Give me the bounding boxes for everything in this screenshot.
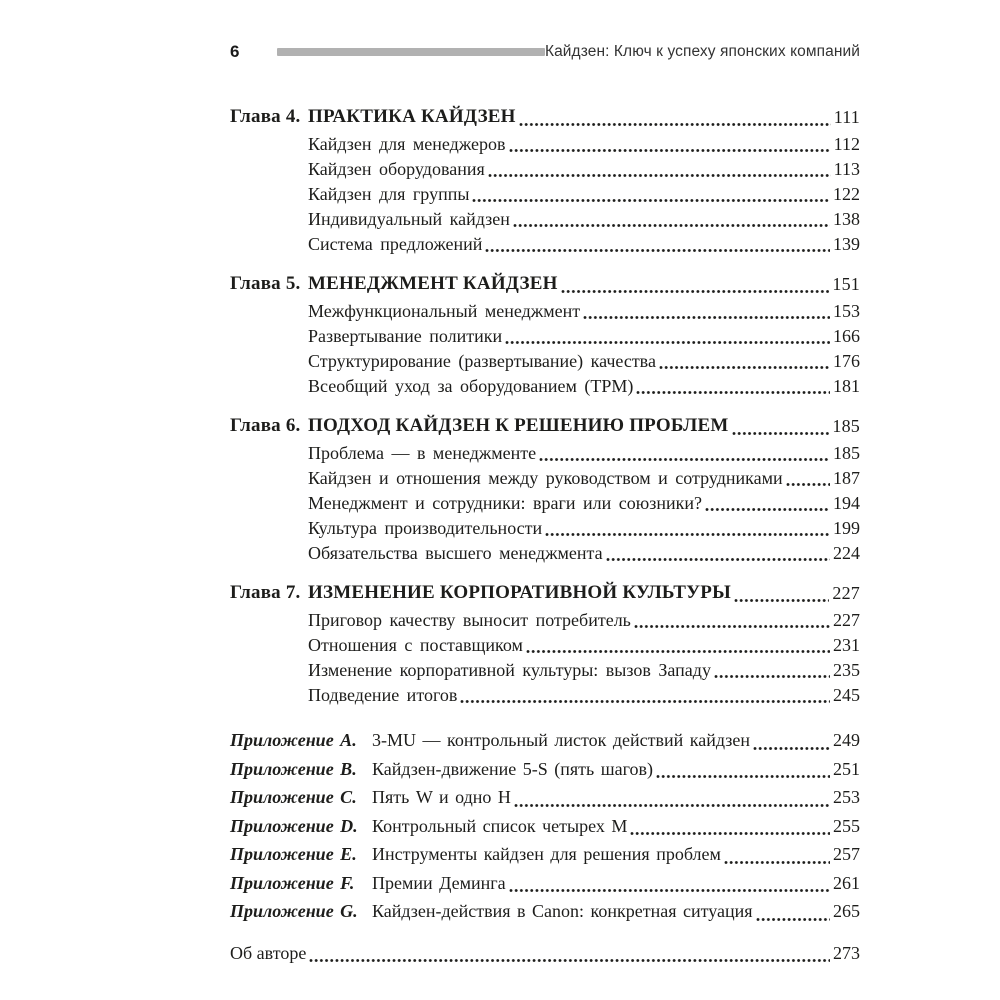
- dot-leader: [561, 289, 830, 294]
- toc-appendix-entry: [230, 726, 860, 755]
- toc-item: [308, 516, 860, 541]
- dot-leader: [485, 248, 830, 253]
- toc-item: [308, 541, 860, 566]
- appendix-page-number: 257: [833, 844, 860, 864]
- toc-item-page-number: 166: [833, 326, 860, 346]
- toc-item-page-number: 224: [833, 543, 860, 563]
- dot-leader: [545, 532, 830, 537]
- toc-item-title: Приговор качеству выносит потребитель: [308, 610, 631, 630]
- chapter-page-number: 185: [832, 416, 860, 436]
- appendix-label: Приложение A.: [230, 730, 357, 750]
- toc-chapter: [230, 269, 860, 399]
- toc-appendix-entry: [230, 840, 860, 869]
- toc-appendix-entry: [230, 812, 860, 841]
- toc-chapter-heading: [230, 578, 860, 608]
- dot-leader: [714, 674, 830, 679]
- chapter-items: [230, 441, 860, 566]
- dot-leader: [732, 431, 830, 436]
- toc-item: [308, 207, 860, 232]
- toc-item-page-number: 187: [833, 468, 860, 488]
- running-header: [230, 43, 860, 61]
- toc-item: [308, 132, 860, 157]
- appendix-label: Приложение G.: [230, 901, 358, 921]
- toc-item-title: Проблема — в менеджменте: [308, 443, 537, 463]
- appendix-page-number: 251: [833, 758, 860, 779]
- toc-item-title: Обязательства высшего менеджмента: [308, 543, 603, 563]
- toc-item-title: Кайдзен оборудования: [308, 159, 485, 179]
- toc-item-page-number: 139: [833, 234, 860, 254]
- toc-chapter: [230, 411, 860, 566]
- page-number: 6: [230, 42, 240, 61]
- appendix-title: Контрольный список четырех M: [372, 815, 628, 836]
- chapter-page-number: 227: [832, 583, 860, 603]
- toc-item-title: Подведение итогов: [308, 685, 458, 705]
- dot-leader: [505, 340, 830, 345]
- toc-item-page-number: 176: [833, 351, 860, 371]
- toc-appendix-entry: [230, 783, 860, 812]
- toc-item-title: Индивидуальный кайдзен: [308, 209, 510, 229]
- dot-leader: [636, 390, 830, 395]
- about-title: Об авторе: [230, 942, 307, 963]
- toc-item-title: Отношения с поставщиком: [308, 635, 523, 655]
- toc-appendix-entry: [230, 869, 860, 898]
- appendix-label: Приложение F.: [230, 872, 355, 893]
- toc-item: [308, 324, 860, 349]
- appendix-page-number: 253: [833, 787, 860, 807]
- appendix-page-number: 261: [833, 872, 860, 893]
- toc-item-title: Культура производительности: [308, 518, 543, 538]
- appendix-title: Инструменты кайдзен для решения проблем: [372, 844, 721, 864]
- toc-about-entry: [230, 939, 860, 967]
- toc-chapter: [230, 102, 860, 257]
- toc-chapter-heading: [230, 269, 860, 299]
- dot-leader: [509, 888, 830, 893]
- appendix-label: Приложение C.: [230, 787, 357, 807]
- toc-item: [308, 633, 860, 658]
- appendix-title: Кайдзен-действия в Canon: конкретная ситуация: [372, 901, 753, 921]
- dot-leader: [309, 958, 830, 963]
- toc-item-page-number: 199: [833, 518, 860, 538]
- toc-item-page-number: 227: [833, 610, 860, 630]
- dot-leader: [724, 860, 830, 865]
- chapter-page-number: 151: [832, 274, 860, 294]
- chapter-title: ПРАКТИКА КАЙДЗЕН: [308, 106, 516, 127]
- chapter-items: [230, 608, 860, 708]
- appendix-title: Кайдзен-движение 5-S (пять шагов): [372, 758, 653, 779]
- appendix-page-number: 265: [833, 901, 860, 921]
- about-page-number: 273: [833, 942, 860, 963]
- dot-leader: [519, 122, 831, 127]
- toc-item-title: Менеджмент и сотрудники: враги или союзники?: [308, 493, 702, 513]
- toc-item-page-number: 112: [833, 134, 860, 154]
- toc-item-page-number: 181: [833, 376, 860, 396]
- table-of-contents: [230, 102, 860, 967]
- dot-leader: [539, 457, 830, 462]
- chapter-items: [230, 299, 860, 399]
- appendix-title: 3-MU — контрольный листок действий кайдзен: [372, 730, 750, 750]
- chapter-page-number: 111: [833, 107, 860, 127]
- toc-item-title: Система предложений: [308, 234, 483, 254]
- toc-item-title: Кайдзен и отношения между руководством и сотрудниками: [308, 468, 783, 488]
- toc-item: [308, 299, 860, 324]
- dot-leader: [513, 223, 830, 228]
- toc-item-title: Структурирование (развертывание) качества: [308, 351, 656, 371]
- dot-leader: [488, 173, 831, 178]
- appendix-label: Приложение E.: [230, 844, 357, 864]
- toc-item-page-number: 245: [833, 685, 860, 705]
- toc-item-page-number: 122: [833, 184, 860, 204]
- dot-leader: [656, 774, 830, 779]
- toc-item: [308, 683, 860, 708]
- toc-item: [308, 441, 860, 466]
- toc-item-title: Межфункциональный менеджмент: [308, 301, 581, 321]
- toc-item-title: Изменение корпоративной культуры: вызов Западу: [308, 660, 711, 680]
- dot-leader: [583, 315, 830, 320]
- appendix-label: Приложение B.: [230, 758, 357, 779]
- dot-leader: [634, 624, 830, 629]
- toc-item: [308, 232, 860, 257]
- toc-item: [308, 374, 860, 399]
- chapter-label: Глава 7.: [230, 582, 301, 603]
- dot-leader: [753, 746, 830, 751]
- toc-item: [308, 157, 860, 182]
- appendix-page-number: 255: [833, 815, 860, 836]
- dot-leader: [705, 507, 830, 512]
- toc-appendices: [230, 726, 860, 926]
- toc-item-page-number: 235: [833, 660, 860, 680]
- toc-appendix-entry: [230, 897, 860, 926]
- toc-item: [308, 658, 860, 683]
- toc-item: [308, 182, 860, 207]
- appendix-page-number: 249: [833, 730, 860, 750]
- toc-item: [308, 491, 860, 516]
- chapter-title: МЕНЕДЖМЕНТ КАЙДЗЕН: [308, 273, 558, 294]
- chapter-label: Глава 6.: [230, 415, 301, 436]
- toc-item-page-number: 113: [833, 159, 860, 179]
- dot-leader: [509, 148, 831, 153]
- toc-item: [308, 466, 860, 491]
- toc-item-page-number: 185: [833, 443, 860, 463]
- toc-item: [308, 349, 860, 374]
- chapter-label: Глава 4.: [230, 106, 301, 127]
- chapter-title: ПОДХОД КАЙДЗЕН К РЕШЕНИЮ ПРОБЛЕМ: [308, 415, 729, 436]
- chapter-items: [230, 132, 860, 257]
- appendix-title: Пять W и одно H: [372, 787, 511, 807]
- dot-leader: [786, 482, 830, 487]
- toc-appendix-entry: [230, 755, 860, 784]
- dot-leader: [514, 803, 830, 808]
- appendix-label: Приложение D.: [230, 815, 358, 836]
- toc-chapter-heading: [230, 102, 860, 132]
- toc-chapter: [230, 578, 860, 708]
- dot-leader: [756, 917, 830, 922]
- toc-item-page-number: 231: [833, 635, 860, 655]
- dot-leader: [460, 699, 830, 704]
- running-title: Кайдзен: Ключ к успеху японских компаний: [544, 43, 860, 60]
- toc-item-title: Кайдзен для группы: [308, 184, 470, 204]
- toc-item-title: Кайдзен для менеджеров: [308, 134, 506, 154]
- dot-leader: [734, 598, 829, 603]
- dot-leader: [659, 365, 830, 370]
- chapter-label: Глава 5.: [230, 273, 301, 294]
- toc-item: [308, 608, 860, 633]
- dot-leader: [526, 649, 830, 654]
- toc-chapter-heading: [230, 411, 860, 441]
- toc-item-title: Всеобщий уход за оборудованием (TPM): [308, 376, 634, 396]
- toc-item-page-number: 194: [833, 493, 860, 513]
- toc-chapters: [230, 102, 860, 708]
- dot-leader: [472, 198, 830, 203]
- appendix-title: Премии Деминга: [372, 872, 506, 893]
- toc-item-page-number: 153: [833, 301, 860, 321]
- header-rule-bar: [277, 48, 544, 56]
- chapter-title: ИЗМЕНЕНИЕ КОРПОРАТИВНОЙ КУЛЬТУРЫ: [308, 582, 731, 603]
- dot-leader: [606, 557, 830, 562]
- dot-leader: [630, 831, 830, 836]
- toc-item-title: Развертывание политики: [308, 326, 503, 346]
- toc-item-page-number: 138: [833, 209, 860, 229]
